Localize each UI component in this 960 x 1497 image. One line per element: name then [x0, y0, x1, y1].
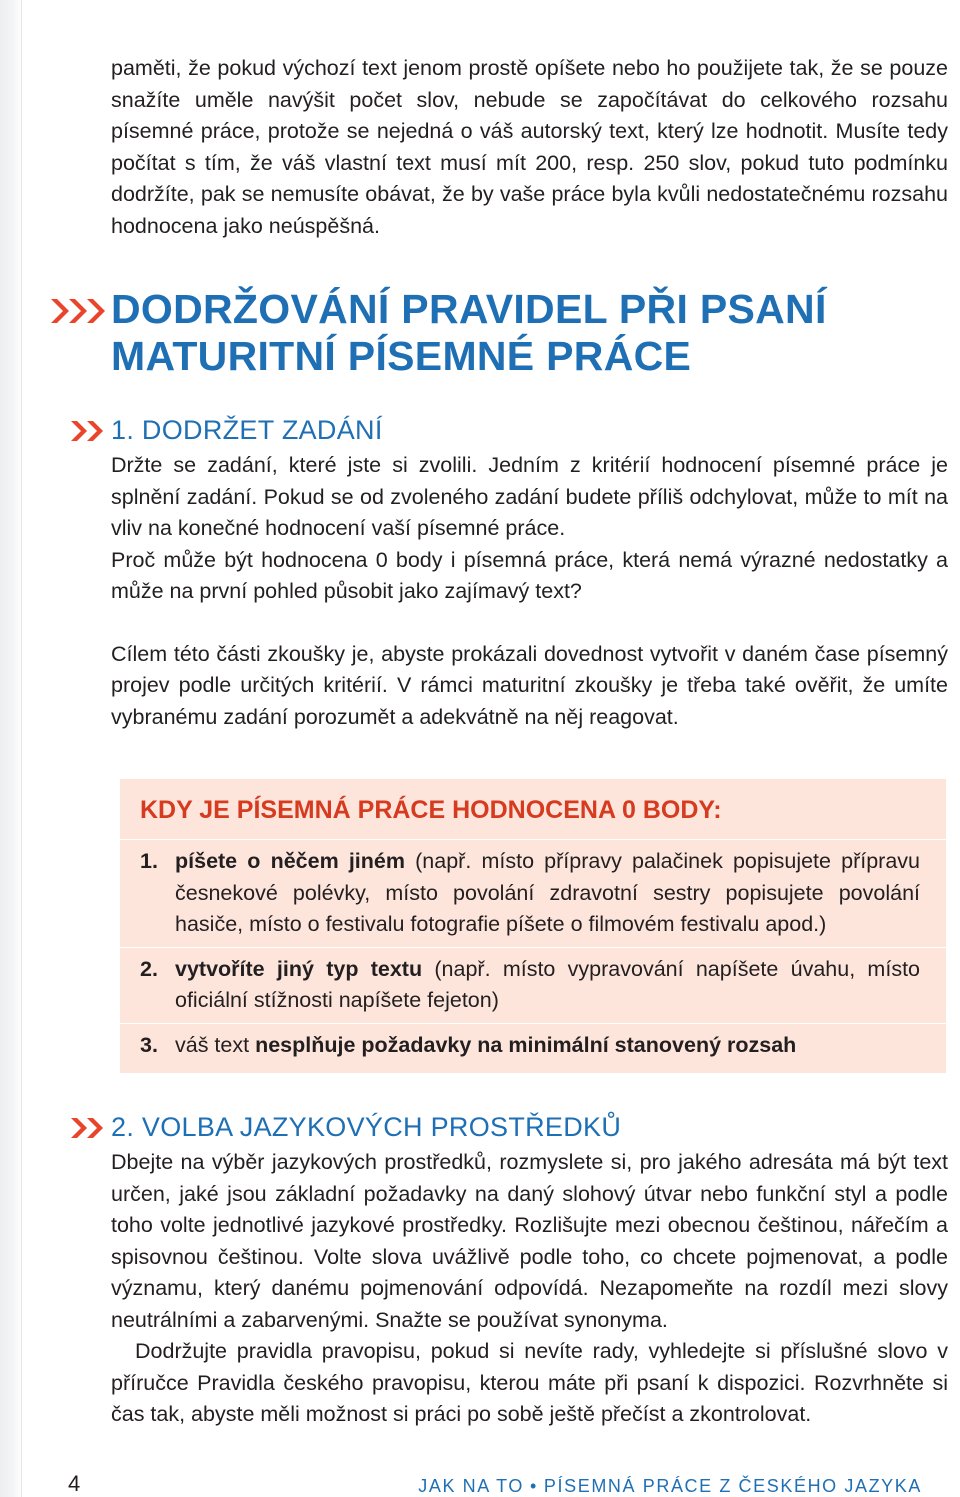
double-chevron-icon	[69, 1116, 109, 1140]
box-title: KDY JE PÍSEMNÁ PRÁCE HODNOCENA 0 BODY:	[140, 796, 722, 824]
spacer	[111, 608, 948, 639]
section1-paragraph3: Cílem této části zkoušky je, abyste prokázali dovednost vytvořit v daném čase písemný projev podle určitých kritérií. V rámci maturitní zkoušky je třeba také ověřit, že umíte vybranému zadání porozumět a adekvátně na něj reagovat.	[111, 641, 948, 729]
double-chevron-icon	[69, 419, 109, 443]
box-item-text	[175, 1030, 920, 1062]
section2-paragraph2: Dodržujte pravidla pravopisu, pokud si nevíte rady, vyhledejte si příslušné slovo v příručce Pravidla českého pravopisu, kterou máte při psaní k dispozici. Rozvrhněte si čas tak, abyste měli možnost si práci po sobě ještě přečíst a zkontrolovat.	[111, 1339, 948, 1426]
page-number: 4	[68, 1471, 81, 1496]
footer-part2: PÍSEMNÁ PRÁCE Z ČESKÉHO JAZYKA	[543, 1476, 922, 1496]
box-item-number: 3.	[140, 1032, 158, 1057]
section1-heading-text: 1. DODRŽET ZADÁNÍ	[111, 415, 383, 445]
main-heading	[111, 286, 948, 380]
box-item-number: 1.	[140, 849, 158, 873]
section1-heading	[111, 414, 948, 446]
footer-separator: •	[530, 1476, 538, 1496]
running-footer	[418, 1476, 922, 1497]
box-item-text	[175, 846, 920, 941]
box-item	[120, 947, 946, 1023]
intro-paragraph: paměti, že pokud výchozí text jenom prostě opíšete nebo ho použijete tak, že se pouze snažíte uměle navýšit počet slov, nebude se započítávat do celkového rozsahu písemné práce, protože se nejedná o váš autorský text, který lze hodnotit. Musíte tedy počítat s tím, že váš vlastní text musí mít 200, resp. 250 slov, pokud tuto podmínku dodržíte, pak se nemusíte obávat, že by vaše práce byla kvůli nedostatečnému rozsahu hodnocena jako neúspěšná.	[111, 56, 948, 238]
section2-heading	[111, 1111, 948, 1143]
triple-chevron-icon	[49, 296, 107, 326]
main-heading-line1: DODRŽOVÁNÍ PRAVIDEL PŘI PSANÍ	[111, 286, 827, 332]
box-item-bold: píšete o něčem jiném	[175, 849, 405, 873]
zero-points-box	[120, 779, 946, 1073]
page-content	[111, 53, 948, 1431]
section2-paragraph1: Dbejte na výběr jazykových prostředků, rozmyslete si, pro jakého adresáta má být text určen, jaké jsou základní požadavky na daný slohový útvar nebo funkční styl a podle toho volte jednotlivé jazykové prostředky. Rozlišujte mezi obecnou češtinou, nářečím a spisovnou češtinou. Volte slova uvážlivě podle toho, co chcete pojmenovat, a podle významu, který danému pojmenování odpovídá. Nezapomeňte na rozdíl mezi slovy neutrálními a zabarvenými. Snažte se používat synonyma.	[111, 1150, 948, 1332]
box-item-number: 2.	[140, 956, 158, 981]
box-item	[120, 839, 946, 947]
section1-paragraph1: Držte se zadání, které jste si zvolili. Jedním z kritérií hodnocení písemné práce je splnění zadání. Pokud se od zvoleného zadání budete příliš odchylovat, může to mít na vliv na konečné hodnocení vaší písemné práce.	[111, 453, 948, 540]
footer-part1: JAK NA TO	[418, 1476, 525, 1496]
box-item-rest: (např. místo vypravování napíšete úvahu, místo oficiální stížnosti napíšete fejeton)	[175, 956, 920, 1012]
box-item-bold: nesplňuje požadavky na minimální stanovený rozsah	[255, 1032, 797, 1057]
box-item-pre: váš text	[175, 1032, 256, 1057]
box-item	[120, 1023, 946, 1068]
page-edge-band	[0, 0, 22, 1497]
section1-paragraph2: Proč může být hodnocena 0 body i písemná práce, která nemá výrazné nedostatky a může na první pohled působit jako zajímavý text?	[111, 547, 948, 603]
section2-heading-text: 2. VOLBA JAZYKOVÝCH PROSTŘEDKŮ	[111, 1112, 622, 1142]
box-item-text	[175, 954, 920, 1017]
box-item-rest: (např. místo přípravy palačinek popisujete přípravu česnekové polévky, místo povolání zdravotní sestry popisujete povolání hasiče, místo o festivalu fotografie píšete o filmovém festivalu apod.)	[175, 849, 921, 936]
main-heading-line2: MATURITNÍ PÍSEMNÉ PRÁCE	[111, 333, 692, 379]
box-item-bold: vytvoříte jiný typ textu	[175, 956, 423, 981]
